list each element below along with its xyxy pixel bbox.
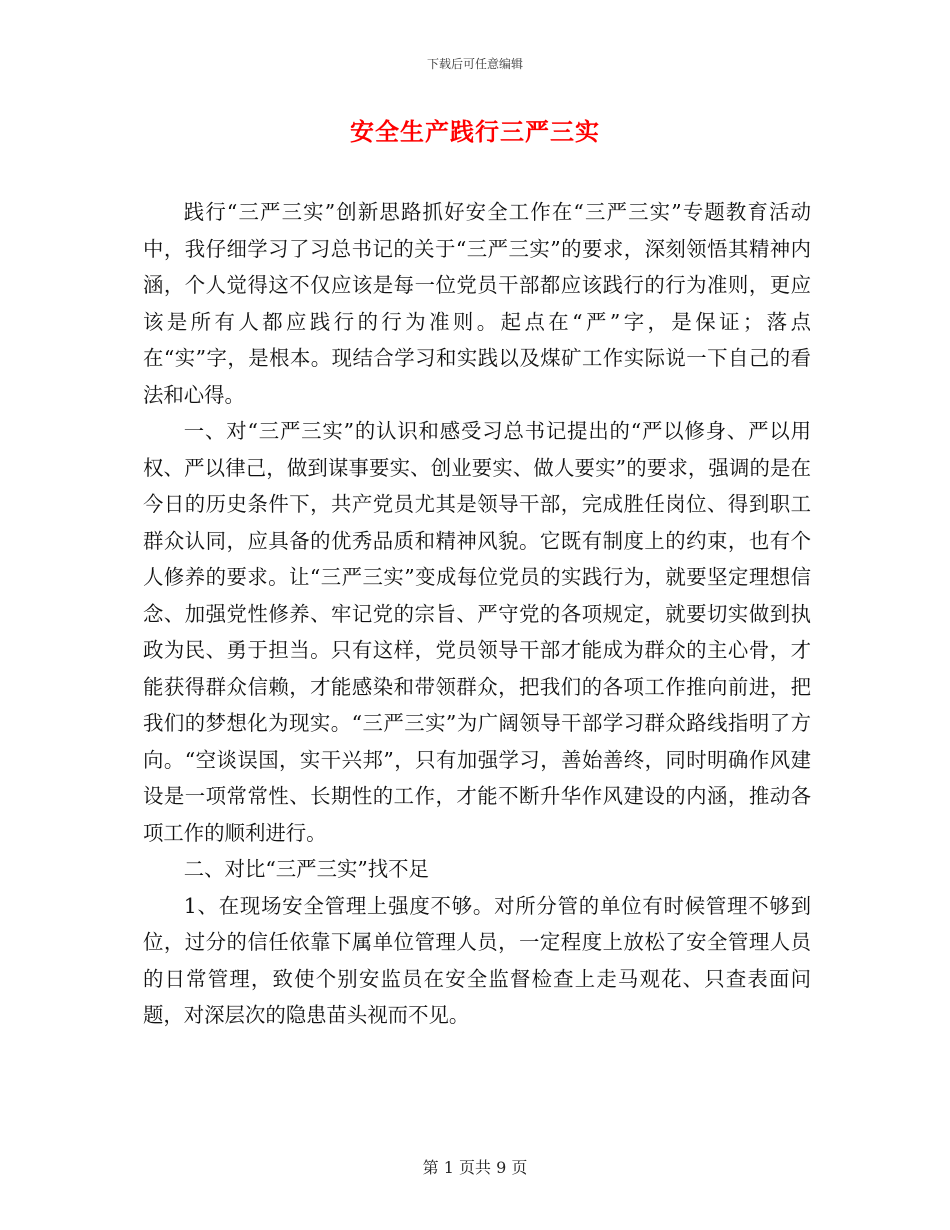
paragraph-section-one: 一、对“三严三实”的认识和感受习总书记提出的“严以修身、严以用权、严以律己，做到谋事要实、创业要实、做人要实”的要求，强调的是在今日的历史条件下，共产党员尤其是领导干部，完成胜任岗位、得到职工群众认同，应具备的优秀品质和精神风貌。它既有制度上的约束，也有个人修养的要求。让“三严三实”变成每位党员的实践行为，就要坚定理想信念、加强党性修养、牢记党的宗旨、严守党的各项规定，就要切实做到执政为民、勇于担当。只有这样，党员领导干部才能成为群众的主心骨，才能获得群众信赖，才能感染和带领群众，把我们的各项工作推向前进，把我们的梦想化为现实。“三严三实”为广阔领导干部学习群众路线指明了方向。“空谈误国，实干兴邦”，只有加强学习，善始善终，同时明确作风建设是一项常常性、长期性的工作，才能不断升华作风建设的内涵，推动各项工作的顺利进行。 bbox=[143, 419, 811, 845]
document-title: 安全生产践行三严三实 bbox=[350, 118, 600, 146]
paragraph-item-one: 1、在现场安全管理上强度不够。对所分管的单位有时候管理不够到位，过分的信任依靠下属单位管理人员，一定程度上放松了安全管理人员的日常管理，致使个别安监员在安全监督检查上走马观花、只查表面问题，对深层次的隐患苗头视而不见。 bbox=[143, 893, 811, 1027]
document-body bbox=[143, 194, 811, 1034]
page-number: 第 1 页共 9 页 bbox=[422, 1158, 528, 1177]
paragraph-section-two-heading: 二、对比“三严三实”找不足 bbox=[183, 857, 429, 881]
paragraph-intro: 践行“三严三实”创新思路抓好安全工作在“三严三实”专题教育活动中，我仔细学习了习总书记的关于“三严三实”的要求，深刻领悟其精神内涵，个人觉得这不仅应该是每一位党员干部都应该践行的行为准则，更应该是所有人都应践行的行为准则。起点在“严”字，是保证；落点在“实”字，是根本。现结合学习和实践以及煤矿工作实际说一下自己的看法和心得。 bbox=[143, 200, 811, 407]
header-note: 下载后可任意编辑 bbox=[426, 57, 523, 71]
